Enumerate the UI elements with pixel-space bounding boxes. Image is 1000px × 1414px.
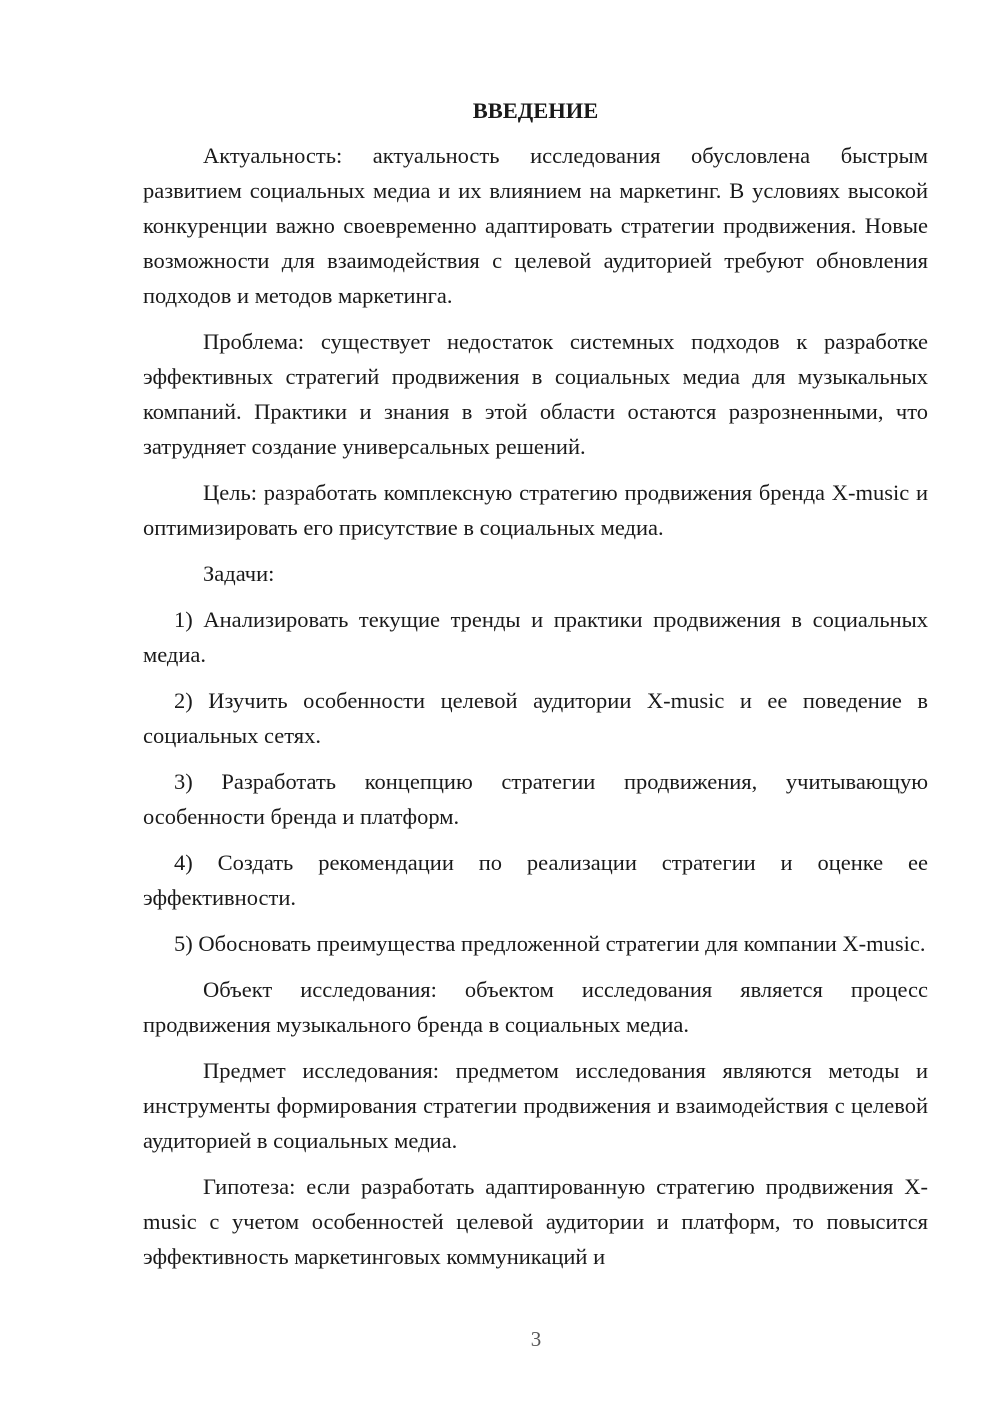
task-item-5: 5) Обосновать преимущества предложенной стратегии для компании X-music. bbox=[174, 931, 926, 956]
tasks-label: Задачи: bbox=[203, 561, 275, 586]
section-title: ВВЕДЕНИЕ bbox=[472, 98, 599, 123]
task-item-3: 3) Разработать концепцию стратегии продвижения, учитывающую особенности бренда и платформ. bbox=[143, 769, 928, 829]
paragraph-object: Объект исследования: объектом исследования является процесс продвижения музыкального бренда в социальных медиа. bbox=[143, 977, 928, 1037]
page-number: 3 bbox=[530, 1327, 542, 1351]
paragraph-problem: Проблема: существует недостаток системных подходов к разработке эффективных стратегий продвижения в социальных медиа для музыкальных компаний. Практики и знания в этой области остаются разрозненными, что затрудняет создание универсальных решений. bbox=[143, 329, 928, 459]
paragraph-goal: Цель: разработать комплексную стратегию продвижения бренда X-music и оптимизировать его присутствие в социальных медиа. bbox=[143, 480, 928, 540]
page-body bbox=[143, 93, 928, 1274]
task-item-2: 2) Изучить особенности целевой аудитории X-music и ее поведение в социальных сетях. bbox=[143, 688, 928, 748]
task-item-1: 1) Анализировать текущие тренды и практики продвижения в социальных медиа. bbox=[143, 607, 928, 667]
paragraph-hypothesis: Гипотеза: если разработать адаптированную стратегию продвижения X-music с учетом особенностей целевой аудитории и платформ, то повысится эффективность маркетинговых коммуникаций и bbox=[143, 1174, 928, 1269]
paragraph-subject: Предмет исследования: предметом исследования являются методы и инструменты формирования стратегии продвижения и взаимодействия с целевой аудиторией в социальных медиа. bbox=[143, 1058, 928, 1153]
paragraph-relevance: Актуальность: актуальность исследования обусловлена быстрым развитием социальных медиа и их влиянием на маркетинг. В условиях высокой конкуренции важно своевременно адаптировать стратегии продвижения. Новые возможности для взаимодействия с целевой аудиторией требуют обновления подходов и методов маркетинга. bbox=[143, 143, 928, 308]
task-item-4: 4) Создать рекомендации по реализации стратегии и оценке ее эффективности. bbox=[143, 850, 928, 910]
